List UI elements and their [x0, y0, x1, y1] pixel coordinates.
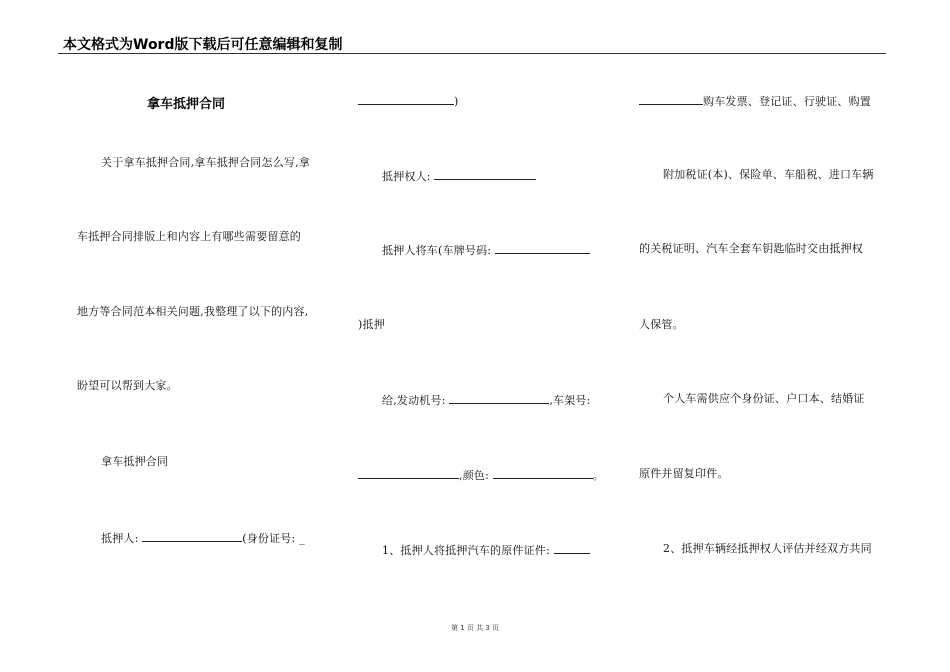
document-title: 拿车抵押合同 — [147, 97, 226, 112]
documents-blank[interactable] — [639, 93, 703, 105]
color-blank[interactable] — [493, 467, 593, 479]
item-1-line — [382, 542, 590, 558]
idcard-label: (身份证号: — [242, 532, 296, 545]
col3-line-2: 附加税证(本)、保险单、车船税、进口车辆 — [663, 168, 874, 181]
intro-line-1: 关于拿车抵押合同,拿车抵押合同怎么写,拿 — [101, 156, 310, 169]
pledgee-line — [382, 168, 536, 184]
car-plate-label: 抵押人将车(车牌号码: — [382, 244, 492, 257]
frame-blank[interactable] — [358, 467, 459, 479]
col3-line-4: 人保管。 — [639, 318, 684, 331]
col3-line-6: 原件并留复印件。 — [639, 467, 729, 480]
color-label: ,颜色: — [459, 469, 490, 482]
header-rule — [58, 53, 886, 54]
contract-heading: 拿车抵押合同 — [101, 455, 169, 468]
intro-line-4: 盼望可以帮到大家。 — [77, 379, 178, 392]
color-tail: 。 — [592, 469, 604, 482]
col3-line-1-text: 购车发票、登记证、行驶证、购置 — [703, 95, 871, 108]
item-1-blank[interactable] — [554, 542, 590, 554]
col3-line-3: 的关税证明、汽车全套车钥匙临时交由抵押权 — [639, 242, 863, 255]
col2-line-1-tail: ) — [454, 95, 459, 108]
car-plate-blank[interactable] — [495, 242, 590, 254]
document-header: 本文格式为Word版下载后可任意编辑和复制 — [63, 37, 343, 53]
engine-label: 给,发动机号: — [382, 394, 446, 407]
col3-line-5: 个人车需供应个身份证、户口本、结婚证 — [663, 392, 865, 405]
col2-line-4: )抵押 — [358, 318, 385, 331]
page-footer: 第 1 页 共 3 页 — [450, 624, 500, 632]
pledgor-line — [101, 530, 305, 546]
intro-line-3: 地方等合同范本相关问题,我整理了以下的内容, — [77, 305, 309, 318]
idcard-blank[interactable] — [358, 93, 454, 105]
frame-label: ,车架号: — [549, 394, 591, 407]
car-plate-line — [382, 242, 590, 258]
pledgor-label: 抵押人: — [101, 532, 139, 545]
item-2-line: 2、抵押车辆经抵押权人评估并经双方共同 — [663, 542, 872, 555]
col2-line-1 — [358, 93, 459, 109]
item-1-text: 1、抵押人将抵押汽车的原件证件: — [382, 544, 550, 557]
intro-line-2: 车抵押合同排版上和内容上有哪些需要留意的 — [77, 230, 301, 243]
pledgor-blank[interactable] — [142, 530, 242, 542]
pledgee-label: 抵押权人: — [382, 170, 431, 183]
engine-blank[interactable] — [449, 392, 549, 404]
idcard-tail: _ — [299, 532, 305, 545]
color-line — [358, 467, 604, 483]
col3-line-1 — [639, 93, 871, 109]
engine-line — [382, 392, 591, 408]
pledgee-blank[interactable] — [434, 168, 536, 180]
